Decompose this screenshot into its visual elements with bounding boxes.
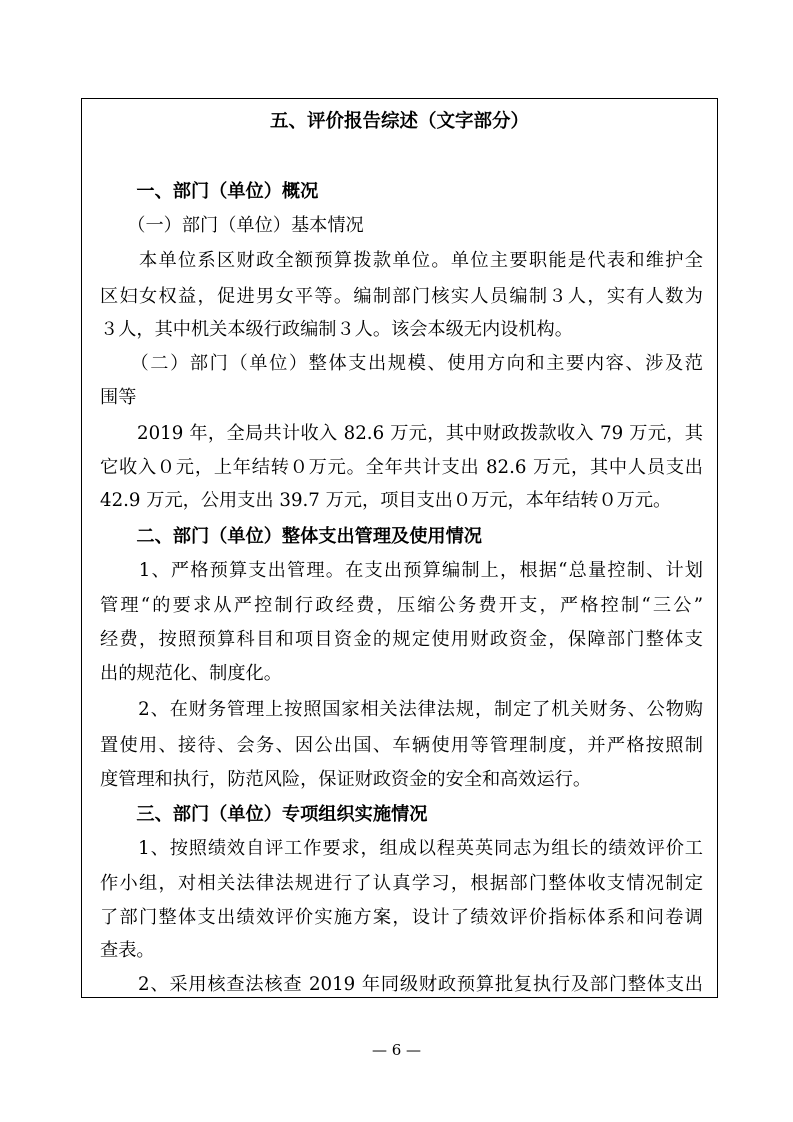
heading-3: 三、部门（单位）专项组织实施情况 [100,804,428,825]
paragraph-line: 2、在财务管理上按照国家相关法律法规，制定了机关财务、公物购 [100,699,703,720]
subheading-1-2: （二）部门（单位）整体支出规模、使用方向和主要内容、涉及范 [100,353,703,374]
paragraph-line: 42.9 万元，公用支出 39.7 万元，项目支出０万元，本年结转０万元。 [100,490,672,511]
report-frame [81,98,718,998]
paragraph-line: 了部门整体支出绩效评价实施方案，设计了绩效评价指标体系和问卷调 [100,907,703,928]
heading-2: 二、部门（单位）整体支出管理及使用情况 [100,526,482,547]
heading-1: 一、部门（单位）概况 [100,181,319,202]
paragraph-line: 1、严格预算支出管理。在支出预算编制上，根据“总量控制、计划 [100,560,703,581]
paragraph-line: 度管理和执行，防范风险，保证财政资金的安全和高效运行。 [100,769,592,790]
paragraph-line: 本单位系区财政全额预算拨款单位。单位主要职能是代表和维护全 [100,250,703,271]
paragraph-line: 查表。 [100,940,155,961]
paragraph-line: ３人，其中机关本级行政编制３人。该会本级无内设机构。 [100,319,573,340]
page-number: — 6 — [371,1041,422,1059]
paragraph-line: 2、采用核查法核查 2019 年同级财政预算批复执行及部门整体支出 [100,974,703,995]
paragraph-line: 它收入０元，上年结转０万元。全年共计支出 82.6 万元，其中人员支出 [100,457,703,478]
section-title: 五、评价报告综述（文字部分） [269,111,529,132]
paragraph-line: 出的规范化、制度化。 [100,663,282,684]
subheading-1-1: （一）部门（单位）基本情况 [100,215,364,236]
paragraph-line: 2019 年，全局共计收入 82.6 万元，其中财政拨款收入 79 万元，其 [100,423,703,444]
paragraph-line: 经费，按照预算科目和项目资金的规定使用财政资金，保障部门整体支 [100,629,703,650]
paragraph-line: 置使用、接待、会务、因公出国、车辆使用等管理制度，并严格按照制 [100,735,703,756]
paragraph-line: 1、按照绩效自评工作要求，组成以程英英同志为组长的绩效评价工 [100,838,703,859]
subheading-1-2-cont: 围等 [100,387,137,408]
paragraph-line: 作小组，对相关法律法规进行了认真学习，根据部门整体收支情况制定 [100,873,703,894]
paragraph-line: 区妇女权益，促进男女平等。编制部门核实人员编制３人，实有人数为 [100,286,703,307]
paragraph-line: 管理“的要求从严控制行政经费，压缩公务费开支，严格控制“三公” [100,595,703,616]
